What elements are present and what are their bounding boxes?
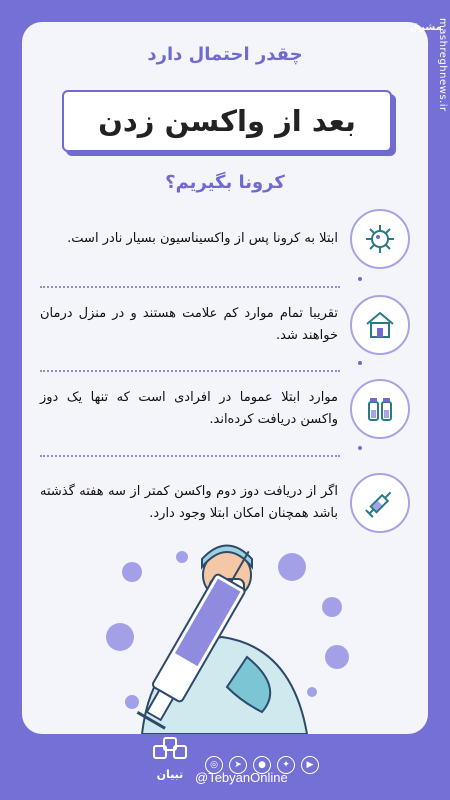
divider-dot	[358, 361, 362, 365]
title-box	[62, 90, 392, 152]
watermark-logo: مشرق	[410, 22, 442, 33]
item-text: تقریبا تمام موارد کم علامت هستند و در منزل درمان خواهند شد.	[40, 306, 338, 343]
syringe-icon	[350, 473, 410, 533]
telegram-icon[interactable]: ➤	[229, 756, 247, 774]
bale-icon[interactable]: ●	[253, 756, 271, 774]
house-icon	[350, 295, 410, 355]
brand-name: تبیان	[156, 768, 184, 781]
instagram-icon[interactable]: ◎	[205, 756, 223, 774]
divider	[40, 455, 340, 457]
header-line-1: چقدر احتمال دارد	[147, 44, 303, 65]
virus-icon	[350, 209, 410, 269]
divider-dot	[358, 446, 362, 450]
item-text: اگر از دریافت دوز دوم واکسن کمتر از سه هفته گذشته باشد همچنان امکان ابتلا وجود دارد.	[40, 484, 338, 521]
item-text: ابتلا به کرونا پس از واکسیناسیون بسیار نادر است.	[67, 231, 338, 246]
list-item	[40, 290, 410, 360]
item-text: موارد ابتلا عموما در افرادی است که تنها یک دوز واکسن دریافت کرده‌اند.	[40, 390, 338, 427]
list-item	[40, 374, 410, 444]
infographic-card	[22, 22, 428, 734]
twitter-icon[interactable]: ✦	[277, 756, 295, 774]
brand-logo	[150, 736, 190, 766]
divider-dot	[358, 277, 362, 281]
divider	[40, 370, 340, 372]
doctor-illustration	[22, 527, 428, 734]
watermark-site: mashreghnews.ir	[437, 18, 448, 112]
header-line-3: کرونا بگیریم؟	[165, 172, 285, 193]
social-handle[interactable]: @TebyanOnline	[195, 770, 288, 785]
list-item	[40, 204, 410, 274]
main-title: بعد از واکسن زدن	[98, 104, 356, 138]
vaccine-vials-icon	[350, 379, 410, 439]
divider	[40, 286, 340, 288]
aparat-icon[interactable]: ▶	[301, 756, 319, 774]
